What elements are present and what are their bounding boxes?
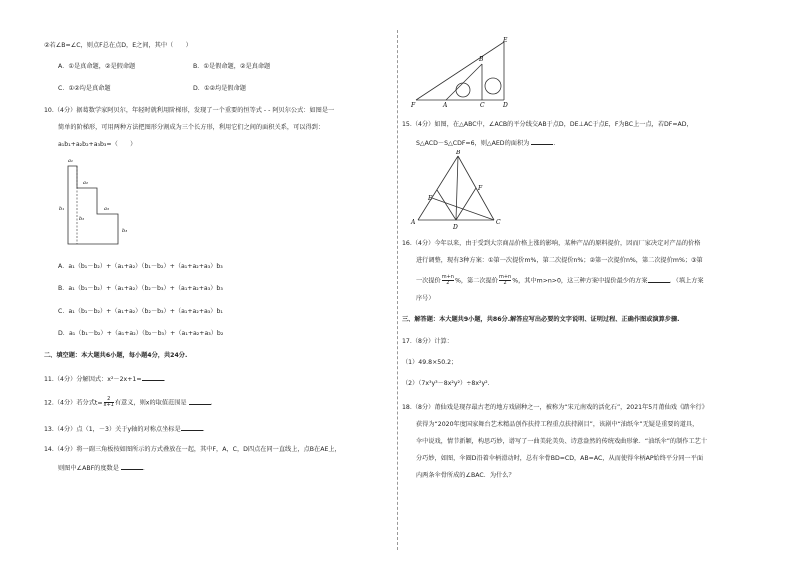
label-b3: b₃ <box>122 228 128 234</box>
q15-line-2: S△ACD－S△CDF=6，则△AED的面积为 . <box>416 140 556 147</box>
q11-prompt: 11.（4分）分解因式：x²－2x+1= <box>44 376 142 383</box>
q16-line-1: 16.（4分）今年以来，由于受到大宗商品价格上涨的影响，某种产品的原料提价，因而厂家决定对产品的价格 <box>402 240 701 247</box>
label-a2: a₂ <box>83 180 88 186</box>
q18-line-3: 伞中说戏，情节新颖，构思巧妙，谱写了一曲美轮美奂、诗意盎然的传统戏曲形象．“油纸伞”的制作工艺十 <box>416 438 708 445</box>
q17-text: 17.（8分）计算： <box>402 338 453 345</box>
q16-fraction-2 <box>499 275 511 286</box>
q14-prompt: 则图中∠ABF的度数是 <box>58 465 119 472</box>
fig15-label-d: D <box>453 224 458 231</box>
q14-line-1: 14.（4分）将一副三角板按如图所示的方式叠放在一起，其中F，A，C，D四点在同一直线上，点B在AE上， <box>44 446 341 453</box>
q15-triangle-figure <box>408 150 508 232</box>
label-b2: b₂ <box>79 216 85 222</box>
q17-part-1: （1）49.8×50.2； <box>402 359 458 366</box>
section-3-heading: 三、解答题：本大题共9小题，共86分.解答应写出必要的文字说明、证明过程、正确作图或演算步骤. <box>402 316 680 323</box>
q12-frac-numerator: 2 <box>104 397 114 403</box>
q15-line-1: 15.（4分）如图，在△ABC中，∠ACB的平分线交AB于点D，DE⊥AC于点E，F为BC上一点，若DF=AD， <box>402 121 693 128</box>
q10-line-2: 简单的阶梯形，可用两种方法把图形分割成为三个长方形，利用它们之间的面积关系，可以得到： <box>58 124 325 131</box>
q15-prompt: S△ACD－S△CDF=6，则△AED的面积为 <box>416 140 530 147</box>
q16-line3-a: 一次提价 <box>416 277 441 285</box>
q12-suffix: 有意义，则x的取值范围是 <box>114 399 187 407</box>
label-b1: b₁ <box>59 206 65 212</box>
q16-line3-c: %，其中m>n>0，这三种方案中提价最少的方案 <box>512 277 648 285</box>
q11-text: 11.（4分）分解因式：x²－2x+1= . <box>44 376 166 383</box>
q9-option-c: C．①②均是真命题 <box>58 85 111 92</box>
q13-blank <box>181 424 203 431</box>
q12-variable: t= <box>94 399 103 407</box>
q15-blank <box>531 138 553 145</box>
q10-option-c: C．a₁（b₁－b₂）+（a₁+a₂）（b₂－b₃）+（a₁+a₂+a₃）b₁ <box>58 308 223 315</box>
fig14-label-d: D <box>503 102 508 109</box>
q9-statement-2: ②若∠B=∠C，则点F总在点D，E之间，其中（ ） <box>44 42 192 49</box>
q12-prefix: 12.（4分）若分式 <box>44 399 95 407</box>
q9-option-a: A．①是真命题，②是假命题 <box>58 63 136 70</box>
fig14-label-a: A <box>443 102 448 109</box>
q10-option-a: A．a₁（b₁－b₂）+（a₁+a₂）（b₁－b₂）+（a₁+a₂+a₃）b₃ <box>58 263 223 270</box>
q10-line-1: 10.（4分）据葛数学家阿贝尔，年轻时就利用阶梯形，发现了一个重要的恒等式 - - 阿贝尔公式：如图是一 <box>44 107 335 114</box>
fig15-label-e: E <box>428 195 433 202</box>
q10-option-d: D．a₁（b₁－b₂）+（a₁+a₂）（b₂－b₃）+（a₁+a₂+a₃）b₂ <box>58 330 224 337</box>
fig15-label-a: A <box>411 219 416 226</box>
q10-option-b: B．a₁（b₁－b₂）+（a₁+a₂）（b₂－b₃）+（a₁+a₂+a₃）b₃ <box>58 285 223 292</box>
q16-line3-d: ．（填上方案 <box>669 277 704 285</box>
q12-text: 12.（4分）若分式t= $\frac{2}{x+1}$ 有意义，则x的取值范围是 . <box>44 396 213 408</box>
section-2-heading: 二、填空题：本大题共6小题，每小题4分，共24分. <box>44 352 188 359</box>
q18-line-4: 分巧妙，如图，伞圈D沿着伞柄滑动时，总有伞骨BD=CD，AB=AC，从而使得伞柄AP始终平分同一平面 <box>416 455 704 462</box>
q16-line3-b: %，第二次提价 <box>454 277 498 285</box>
q16-frac1-denominator: 2 <box>446 280 450 286</box>
fig14-label-c: C <box>480 102 485 109</box>
q13-text: 13.（4分）点（1，－3）关于y轴的对称点坐标是 . <box>44 426 205 433</box>
q16-blank <box>648 276 670 283</box>
fig15-label-b: B <box>456 150 461 156</box>
q9-option-d: D．①②均是假命题 <box>193 85 246 92</box>
fig15-label-c: C <box>496 219 501 226</box>
fig14-label-e: E <box>503 37 508 44</box>
q14-blank <box>121 463 143 470</box>
q16-frac2-numerator: m+n <box>499 274 512 280</box>
q14-line-2: 则图中∠ABF的度数是 . <box>58 465 145 472</box>
q16-fraction-1 <box>442 275 454 286</box>
fig14-label-b: B <box>479 56 484 63</box>
q16-line-4: 序号） <box>416 295 435 302</box>
q16-frac2-denominator: 2 <box>503 280 507 286</box>
q17-part-2: （2）（7x³y³－8x²y²）÷8x²y². <box>402 380 490 387</box>
q12-blank <box>189 398 211 405</box>
fig15-label-f: F <box>478 185 483 192</box>
q16-frac1-numerator: m+n <box>441 274 454 280</box>
column-divider <box>397 30 398 550</box>
q12-frac-denominator: x+1 <box>103 402 114 408</box>
q18-line-1: 18.（8分）莆仙戏是现存最古老的地方戏剧种之一，被称为“宋元南戏的活化石”，2021年5月莆仙戏《踏伞行》 <box>402 404 708 411</box>
staircase-figure <box>50 152 140 250</box>
q16-line-2: 进行调整，现有3种方案：①第一次提价m%，第二次提价n%；②第一次提价n%，第二次提价m%；③第 <box>416 257 703 264</box>
q16-line-3 <box>416 275 704 286</box>
q14-triangle-figure <box>408 36 518 110</box>
q12-fraction <box>104 397 114 408</box>
fig14-label-f: F <box>411 102 416 109</box>
q13-prompt: 13.（4分）点（1，－3）关于y轴的对称点坐标是 <box>44 426 181 433</box>
q9-option-b: B．①是假命题，②是真命题 <box>193 63 271 70</box>
label-a1: a₁ <box>68 158 73 164</box>
q18-line-5: 内两条伞骨所成的∠BAC．为什么？ <box>416 472 515 479</box>
label-a3: a₃ <box>104 206 109 212</box>
q10-line-3: a₁b₁+a₂b₂+a₃b₃=（ ） <box>58 141 137 148</box>
q18-line-2: 获得为“2020年度国家舞台艺术精品创作扶持工程重点扶持剧目”，该剧中“油纸伞”无疑是重要的道具， <box>416 421 699 428</box>
q11-blank <box>142 374 164 381</box>
